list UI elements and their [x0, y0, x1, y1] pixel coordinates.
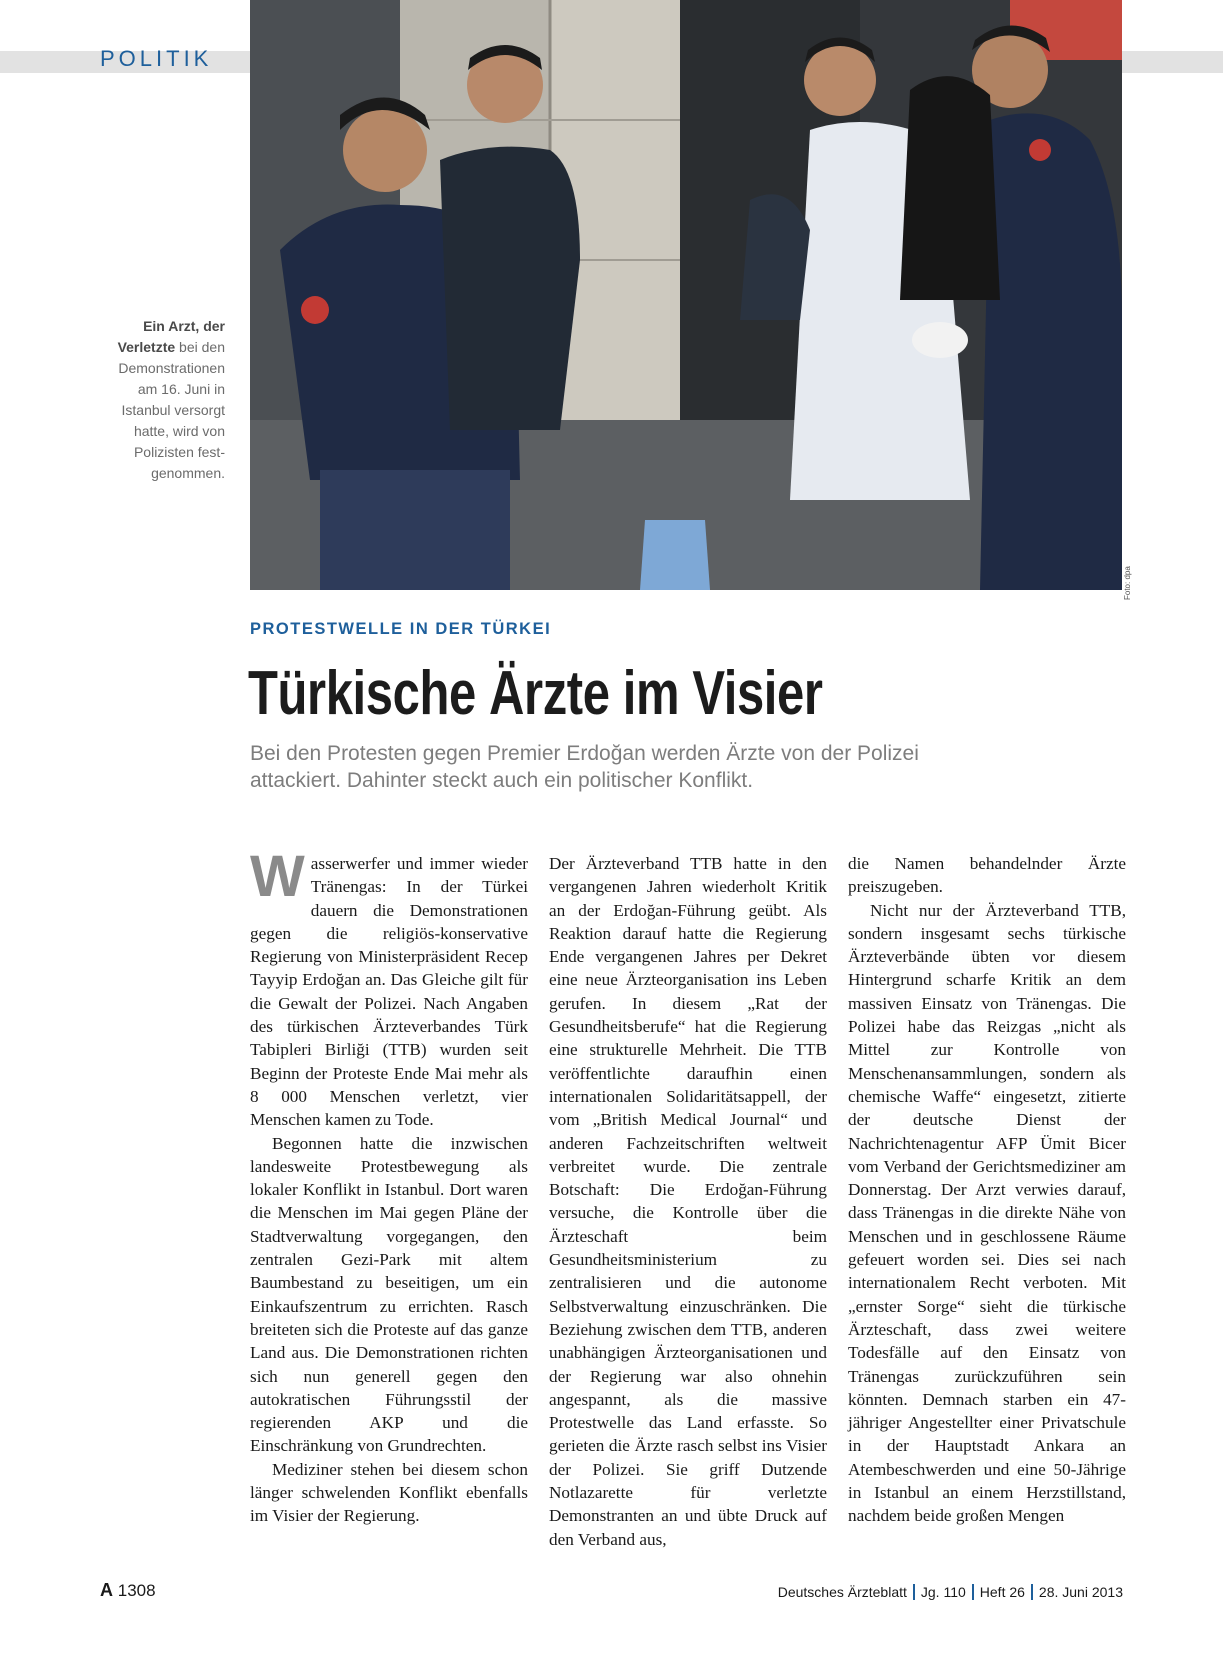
- article-column-2: [549, 852, 827, 1551]
- caption-bold: Ein Arzt, der Verletzte: [117, 318, 225, 355]
- paragraph: die Namen behandelnder Ärzte preiszugeben.: [848, 854, 1126, 897]
- paragraph: [250, 844, 528, 1132]
- page-number-value: 1308: [117, 1581, 156, 1600]
- caption-text: bei den Demonstrationen am 16. Juni in Istanbul versorgt hatte, wird von Polizisten fest-genommen.: [118, 339, 225, 481]
- photo-caption: [100, 316, 225, 484]
- paragraph: Begonnen hatte die inzwischen landesweite Protestbewegung als lokaler Konflikt in Istanbul. Dort waren die Menschen im Mai gegen Pläne der Stadtverwaltung vorgegangen, den zentralen Gezi-Park mit altem Baumbestand zu beseitigen, um ein Einkaufszentrum zu errichten. Rasch breiteten sich die Proteste auf das ganze Land aus. Die Demonstrationen richten sich nun generell gegen den autokratischen Führungsstil der regierenden AKP und die Einschränkung von Grundrechten.: [250, 1133, 528, 1456]
- article-photo: [250, 0, 1122, 590]
- article-headline: Türkische Ärzte im Visier: [248, 659, 823, 728]
- article-kicker: PROTESTWELLE IN DER TÜRKEI: [250, 620, 552, 638]
- journal-name: Deutsches Ärzteblatt: [777, 1584, 907, 1600]
- article-column-3: [848, 852, 1126, 1528]
- journal-date: 28. Juni 2013: [1038, 1584, 1123, 1600]
- article-column-1: [250, 844, 528, 1528]
- journal-issue: Heft 26: [979, 1584, 1025, 1600]
- photo-credit: Foto: dpa: [1123, 566, 1132, 600]
- page-number: [100, 1580, 156, 1601]
- journal-footer: [778, 1584, 1123, 1600]
- page-prefix: A: [100, 1580, 113, 1600]
- footer-separator: [913, 1584, 915, 1600]
- paragraph: Der Ärzteverband TTB hatte in den vergangenen Jahren wiederholt Kritik an der Erdoğan-Führung geübt. Als Reaktion darauf hatte die Regierung Ende vergangenen Jahres per Dekret eine neue Ärzteorganisation ins Leben gerufen. In diesem „Rat der Gesundheitsberufe“ hat die Regierung eine strukturelle Mehrheit. Die TTB veröffentlichte daraufhin einen internationalen Solidaritätsappell, der vom „British Medical Journal“ und anderen Fachzeitschriften weltweit verbreitet wurde. Die zentrale Botschaft: Die Erdoğan-Führung versuche, die Kontrolle über die Ärzteschaft beim Gesundheitsministerium zu zentralisieren und die autonome Selbstverwaltung einzuschränken. Die Beziehung zwischen dem TTB, anderen unabhängigen Ärzteorganisationen und der Regierung war also ohnehin angespannt, als die massive Protestwelle das Land erfasste. So gerieten die Ärzte rasch selbst ins Visier der Polizei. Sie griff Dutzende Notlazarette für verletzte Demonstranten an und übte Druck auf den Verband aus,: [549, 854, 827, 1549]
- section-label: POLITIK: [100, 46, 213, 71]
- journal-volume: Jg. 110: [920, 1584, 966, 1600]
- footer-separator: [972, 1584, 974, 1600]
- dropcap: W: [250, 844, 305, 909]
- paragraph: Nicht nur der Ärzteverband TTB, sondern insgesamt sechs türkische Ärzteverbände übten vor diesem Hintergrund scharfe Kritik an dem massiven Einsatz von Tränengas. Die Polizei habe das Reizgas „nicht als Mittel zur Kontrolle von Menschenansammlungen, sondern als chemische Waffe“ eingesetzt, zitierte der deutsche Dienst der Nachrichtenagentur AFP Ümit Bicer vom Verband der Gerichtsmediziner am Donnerstag. Der Arzt verwies darauf, dass Tränengas in die direkte Nähe von Menschen und in geschlossene Räume gefeuert worden sei. Dies sei nach internationalem Recht verboten. Mit „ernster Sorge“ sieht die türkische Ärzteschaft, dass zwei weitere Todesfälle auf den Einsatz von Tränengas zurückzuführen sein könnten. Demnach starben ein 47-jähriger Angestellter einer Privatschule in der Hauptstadt Ankara an Atembeschwerden und eine 50-Jährige in Istanbul an einem Herzstillstand, nachdem beide großen Mengen: [848, 900, 1126, 1526]
- footer-separator: [1031, 1584, 1033, 1600]
- paragraph: Mediziner stehen bei diesem schon länger schwelenden Konflikt ebenfalls im Visier der Regierung.: [250, 1459, 528, 1526]
- paragraph-text: asserwerfer und immer wieder Tränengas: In der Türkei dauern die Demonstrationen gegen die religiös-konservative Regierung von Ministerpräsident Recep Tayyip Erdoğan an. Das Gleiche gilt für die Gewalt der Polizei. Nach Angaben des türkischen Ärzteverbandes Türk Tabipleri Birliği (TTB) wurden seit Beginn der Proteste Ende Mai mehr als 8 000 Menschen verletzt, vier Menschen kamen zu Tode.: [250, 854, 528, 1130]
- article-lead: Bei den Protesten gegen Premier Erdoğan werden Ärzte von der Polizei attackiert. Dahinter steckt auch ein politischer Konflikt.: [250, 742, 919, 792]
